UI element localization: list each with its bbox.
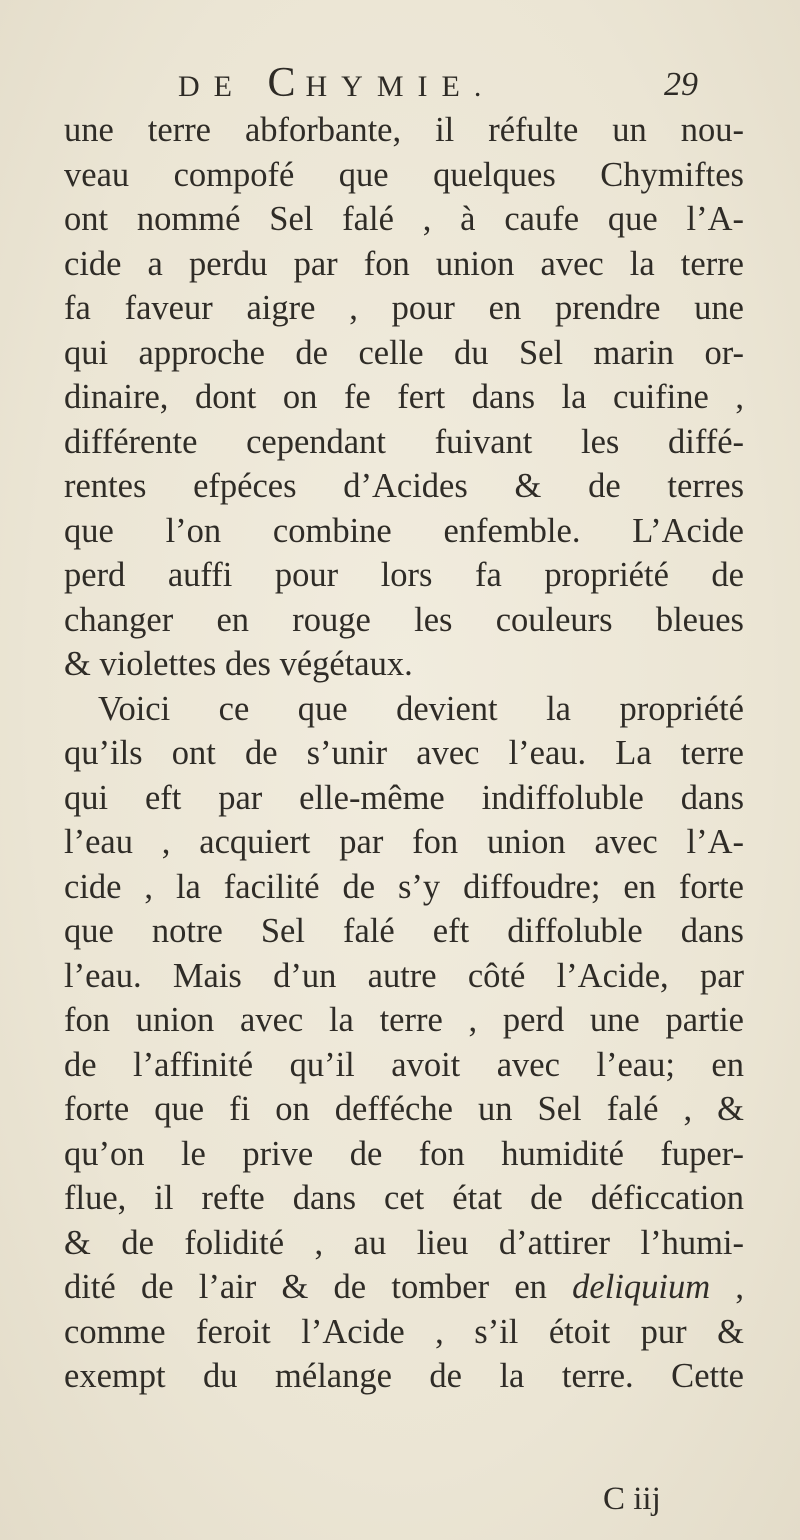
text-line: différente cependant fuivant les diffé- [64, 422, 744, 461]
running-head [178, 58, 495, 112]
text-line: l’eau. Mais d’un autre côté l’Acide, par [64, 956, 744, 995]
text-line: fa faveur aigre , pour en prendre une [64, 289, 744, 327]
text-line: cide a perdu par fon union avec la terre [64, 244, 744, 283]
text-line: qu’on le prive de fon humidité fuper- [64, 1134, 744, 1173]
text-line: exempt du mélange de la terre. Cette [64, 1357, 744, 1395]
text-line: dinaire, dont on fe fert dans la cuifine , [64, 378, 744, 416]
text-line: de l’affinité qu’il avoit avec l’eau; en [64, 1045, 744, 1084]
text-line: changer en rouge les couleurs bleues [64, 600, 744, 639]
body-text [64, 108, 744, 1399]
running-head-de: DE [178, 70, 246, 103]
text-line: que l’on combine enfemble. L’Acide [64, 511, 744, 550]
text-line-with-italic [64, 1265, 744, 1310]
line-start: dité de l’air & de tomber en [64, 1268, 573, 1306]
text-line: veau compofé que quelques Chymiftes [64, 155, 744, 194]
italic-term: deliquium [572, 1268, 711, 1306]
text-line: ont nommé Sel falé , à caufe que l’A- [64, 200, 744, 238]
text-line: rentes efpéces d’Acides & de terres [64, 467, 744, 505]
running-head-initial: C [267, 60, 306, 106]
text-line: & de folidité , au lieu d’attirer l’humi- [64, 1223, 744, 1262]
text-line: forte que fi on defféche un Sel falé , & [64, 1090, 744, 1128]
line-end: , [710, 1268, 744, 1306]
page-number: 29 [664, 66, 698, 103]
text-line: que notre Sel falé eft diffoluble dans [64, 912, 744, 950]
text-line: l’eau , acquiert par fon union avec l’A- [64, 823, 744, 861]
text-line: perd auffi pour lors fa propriété de [64, 556, 744, 594]
running-head-rest: HYMIE. [305, 70, 496, 103]
text-line: comme feroit l’Acide , s’il étoit pur & [64, 1312, 744, 1351]
text-line: cide , la facilité de s’y diffoudre; en forte [64, 867, 744, 906]
text-line: qui eft par elle-même indiffoluble dans [64, 778, 744, 817]
signature-mark: C iij [603, 1481, 661, 1517]
text-line: une terre abforbante, il réfulte un nou- [64, 111, 744, 149]
text-line: qui approche de celle du Sel marin or- [64, 333, 744, 372]
text-line: flue, il refte dans cet état de déficcation [64, 1179, 744, 1217]
text-line: fon union avec la terre , perd une partie [64, 1001, 744, 1039]
page-header [0, 58, 800, 108]
paragraph-start-line: Voici ce que devient la propriété [98, 689, 744, 728]
text-line: qu’ils ont de s’unir avec l’eau. La terre [64, 734, 744, 772]
paragraph-end-line: & violettes des végétaux. [64, 645, 413, 683]
